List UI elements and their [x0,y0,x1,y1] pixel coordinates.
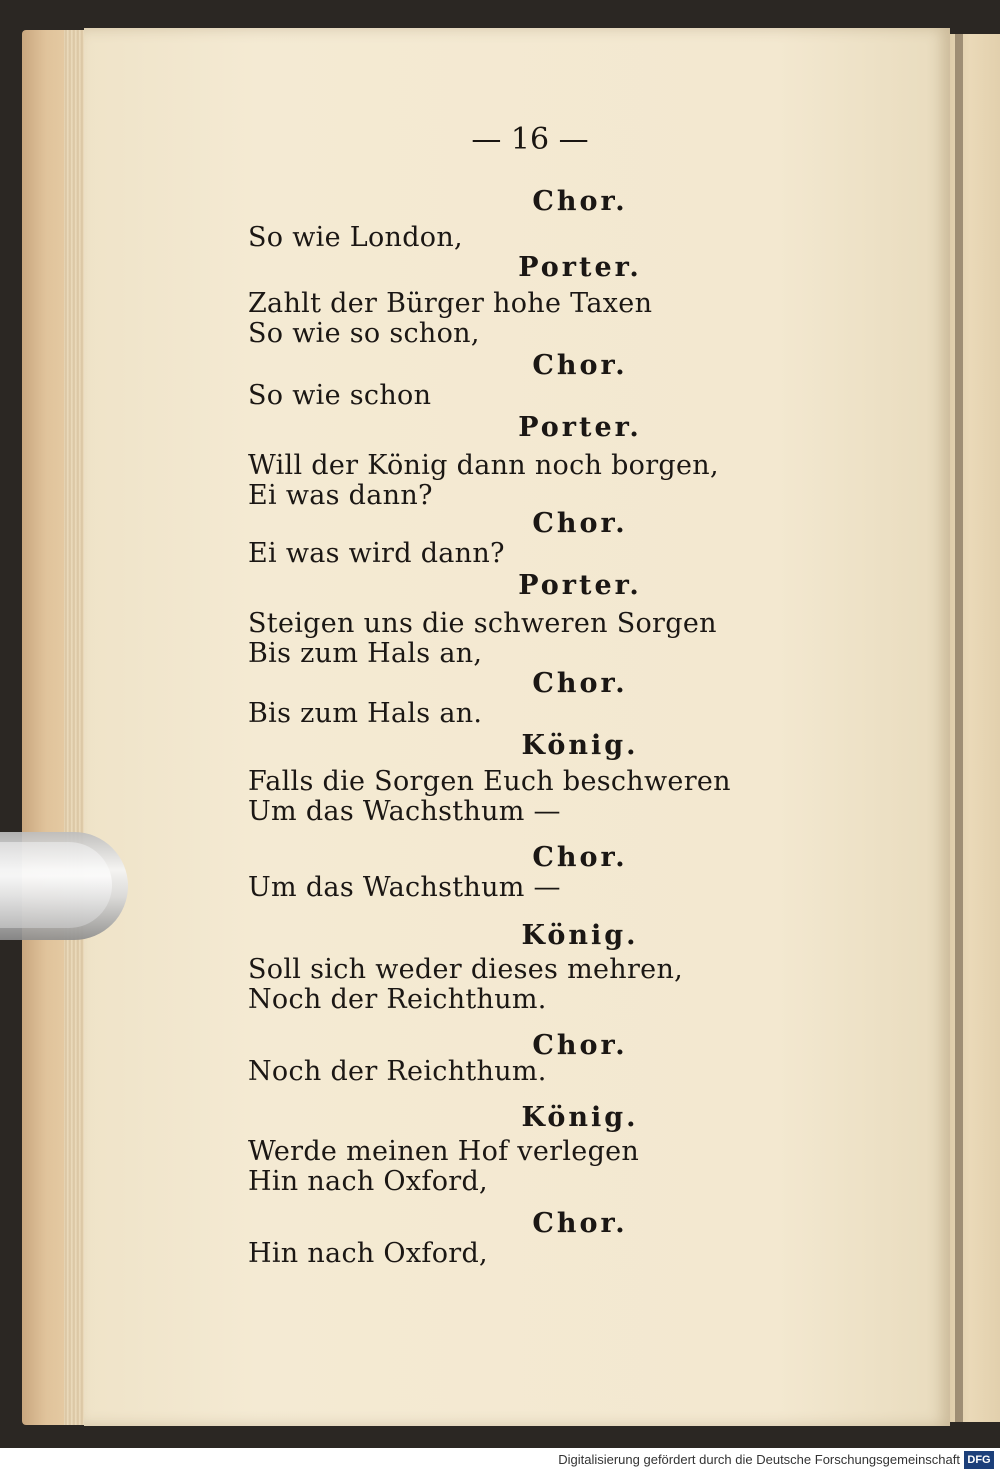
verse-line: Hin nach Oxford, [248,1166,488,1197]
speaker-name: Chor. [532,186,628,217]
verse-line: Zahlt der Bürger hohe Taxen [248,288,653,319]
speaker-name: Chor. [532,1030,628,1061]
page-number: — 16 — [471,122,589,157]
verse-line: Um das Wachsthum — [248,796,561,827]
verse-line: Ei was dann? [248,480,433,511]
verse-line: Werde meinen Hof verlegen [248,1136,640,1167]
verse-line: Will der König dann noch borgen, [248,450,719,481]
verse-line: Ei was wird dann? [248,538,505,569]
page-clip-highlight [0,842,112,928]
verse-line: Um das Wachsthum — [248,872,561,903]
speaker-name: König. [521,730,639,761]
speaker-name: König. [521,1102,639,1133]
verse-line: So wie London, [248,222,463,253]
speaker-name: Chor. [532,668,628,699]
footer-credit: Digitalisierung gefördert durch die Deutsche Forschungsgemeinschaft [558,1452,960,1467]
verse-line: Noch der Reichthum. [248,1056,547,1087]
verse-line: Bis zum Hals an, [248,638,483,669]
speaker-name: Porter. [518,412,642,443]
dfg-logo-icon: DFG [964,1451,994,1469]
speaker-name: Chor. [532,1208,628,1239]
verse-line: Steigen uns die schweren Sorgen [248,608,717,639]
speaker-name: Porter. [518,570,642,601]
verse-line: So wie so schon, [248,318,480,349]
speaker-name: Chor. [532,508,628,539]
verse-line: Noch der Reichthum. [248,984,547,1015]
speaker-name: König. [521,920,639,951]
verse-line: Bis zum Hals an. [248,698,483,729]
verse-line: So wie schon [248,380,432,411]
verse-line: Soll sich weder dieses mehren, [248,954,684,985]
speaker-name: Chor. [532,842,628,873]
verse-line: Falls die Sorgen Euch beschweren [248,766,731,797]
speaker-name: Porter. [518,252,642,283]
verse-line: Hin nach Oxford, [248,1238,488,1269]
speaker-name: Chor. [532,350,628,381]
